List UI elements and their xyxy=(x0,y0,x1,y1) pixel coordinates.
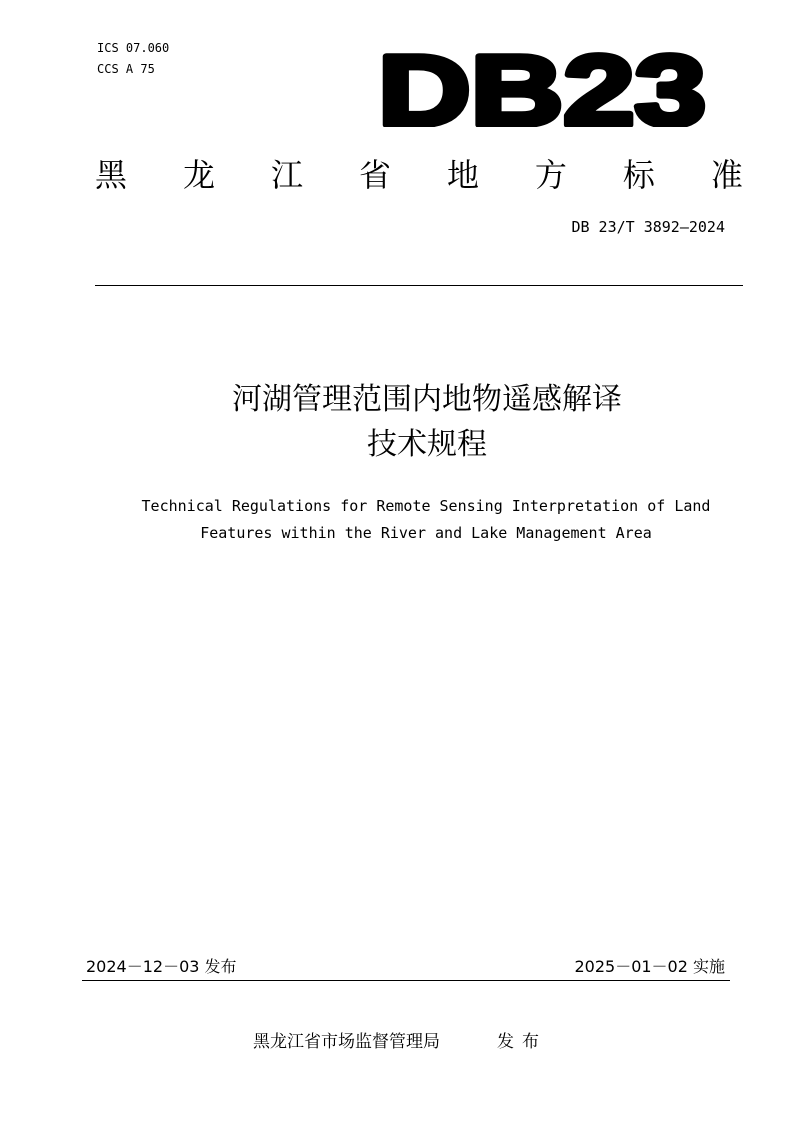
standard-type-char: 标 xyxy=(622,156,655,194)
implementation-date: 2025－01－02 实施 xyxy=(574,957,725,976)
chinese-title-line-2: 技术规程 xyxy=(367,427,487,462)
english-title-line-2: Features within the River and Lake Management Area xyxy=(200,524,652,542)
issue-date: 2024－12－03 发布 xyxy=(86,957,237,976)
english-title-line-1: Technical Regulations for Remote Sensing Interpretation of Land xyxy=(141,497,711,515)
standard-type-char: 黑 xyxy=(95,156,128,194)
db23-logo xyxy=(376,49,708,127)
standard-type-char: 准 xyxy=(710,156,743,194)
svg-text:DB23: DB23 xyxy=(378,49,706,127)
standard-type-char: 龙 xyxy=(182,156,215,194)
publish-verb: 发布 xyxy=(497,1032,547,1052)
standard-type-char: 江 xyxy=(270,156,303,194)
standard-type-heading xyxy=(95,154,743,196)
header-divider xyxy=(95,285,743,286)
footer-divider xyxy=(82,980,730,981)
standard-type-char: 省 xyxy=(358,156,391,194)
standard-number: DB 23/T 3892—2024 xyxy=(571,218,725,236)
publisher-name: 黑龙江省市场监督管理局 xyxy=(253,1032,440,1052)
ccs-code: CCS A 75 xyxy=(97,62,155,76)
ics-code: ICS 07.060 xyxy=(97,41,170,55)
standard-type-char: 方 xyxy=(534,156,567,194)
chinese-title-line-1: 河湖管理范围内地物遥感解译 xyxy=(232,382,622,417)
standard-type-char: 地 xyxy=(446,156,479,194)
